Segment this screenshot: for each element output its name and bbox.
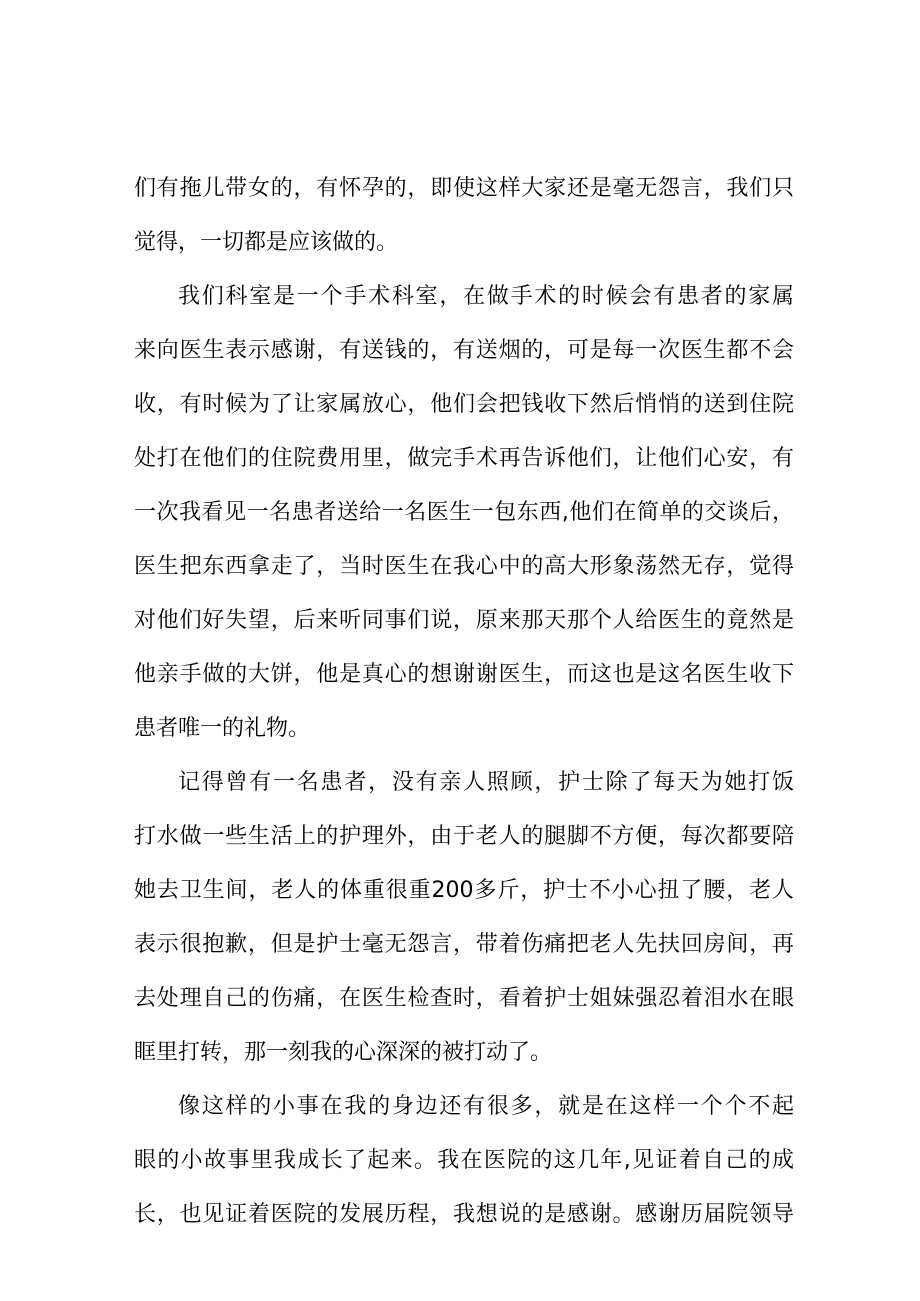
text-line: 他亲手做的大饼，他是真心的想谢谢医生，而这也是这名医生收下 bbox=[134, 662, 794, 687]
text-line: 她去卫生间，老人的体重很重200多斤，护士不小心扭了腰，老人 bbox=[134, 878, 794, 903]
text-line: 处打在他们的住院费用里，做完手术再告诉他们，让他们心安，有 bbox=[134, 446, 794, 471]
text-line: 患者唯一的礼物。 bbox=[134, 716, 311, 741]
text-line: 记得曾有一名患者，没有亲人照顾，护士除了每天为她打饭 bbox=[178, 770, 794, 795]
text-line: 长，也见证着医院的发展历程，我想说的是感谢。感谢历届院领导 bbox=[134, 1202, 794, 1227]
paragraph-2 bbox=[134, 270, 794, 756]
text-line: 打水做一些生活上的护理外，由于老人的腿脚不方便，每次都要陪 bbox=[134, 824, 794, 849]
text-line: 眶里打转，那一刻我的心深深的被打动了。 bbox=[134, 1040, 553, 1065]
text-line: 去处理自己的伤痛，在医生检查时，看着护士姐妹强忍着泪水在眼 bbox=[134, 986, 794, 1011]
text-line: 们有拖儿带女的，有怀孕的，即使这样大家还是毫无怨言，我们只 bbox=[134, 176, 794, 201]
text-line: 一次我看见一名患者送给一名医生一包东西,他们在简单的交谈后， bbox=[134, 500, 794, 525]
paragraph-3 bbox=[134, 756, 794, 1080]
paragraph-4 bbox=[134, 1080, 794, 1242]
text-line: 眼的小故事里我成长了起来。我在医院的这几年,见证着自己的成 bbox=[134, 1148, 794, 1173]
text-line: 表示很抱歉，但是护士毫无怨言，带着伤痛把老人先扶回房间，再 bbox=[134, 932, 794, 957]
text-line: 来向医生表示感谢，有送钱的，有送烟的，可是每一次医生都不会 bbox=[134, 338, 794, 363]
text-line: 收，有时候为了让家属放心，他们会把钱收下然后悄悄的送到住院 bbox=[134, 392, 794, 417]
text-line: 医生把东西拿走了，当时医生在我心中的高大形象荡然无存，觉得 bbox=[134, 554, 794, 579]
text-line: 像这样的小事在我的身边还有很多，就是在这样一个个不起 bbox=[178, 1094, 794, 1119]
text-line: 觉得，一切都是应该做的。 bbox=[134, 230, 399, 255]
document-body bbox=[134, 162, 794, 1242]
text-line: 我们科室是一个手术科室，在做手术的时候会有患者的家属 bbox=[178, 284, 794, 309]
text-line: 对他们好失望，后来听同事们说，原来那天那个人给医生的竟然是 bbox=[134, 608, 794, 633]
paragraph-1 bbox=[134, 162, 794, 270]
